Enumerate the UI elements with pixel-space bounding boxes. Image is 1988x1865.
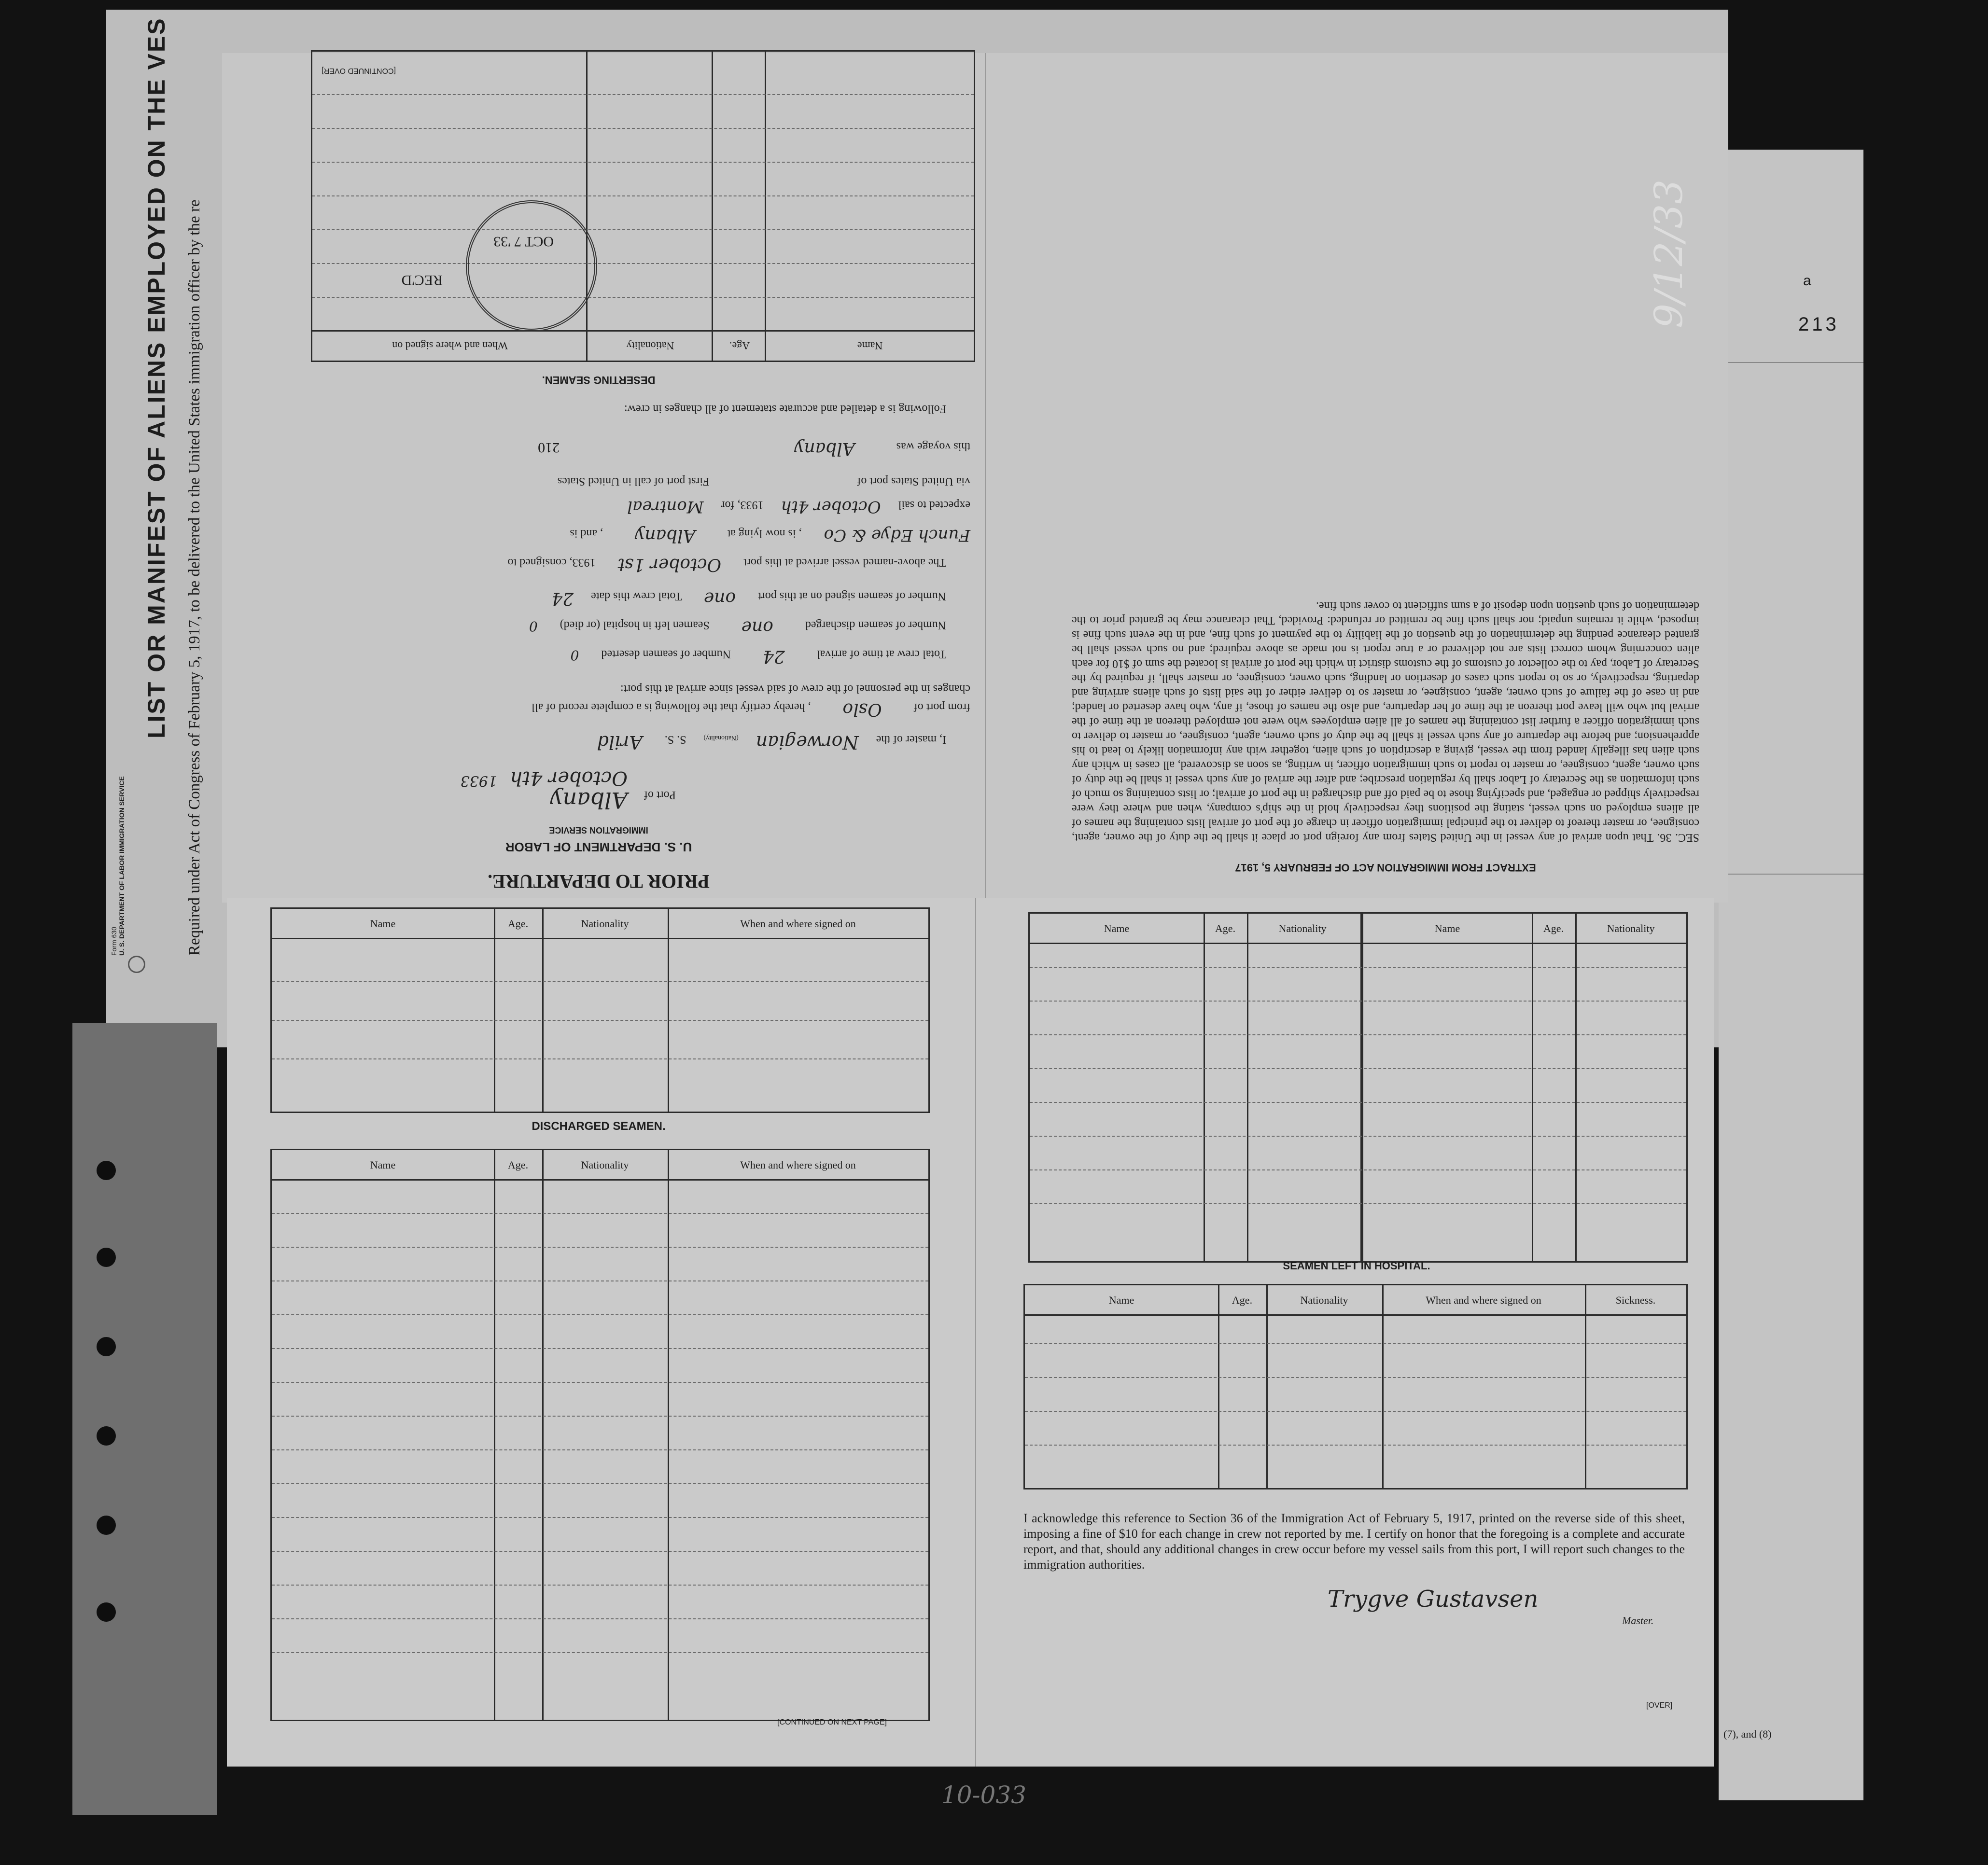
consignee-line [570,526,970,545]
discharged-row [272,1314,928,1315]
over-label: [OVER] [1646,1701,1673,1710]
deserting-row [312,263,974,264]
form-number: Form 630 [110,927,118,956]
upper-form-right-half [994,53,1719,903]
deserting-title: DESERTING SEAMEN. [542,374,656,386]
discharged-row [272,1348,928,1349]
deserting-header-name: Name [857,340,883,352]
total-crew-value: 24 [551,588,574,608]
lying-value: Albany [635,526,696,545]
punch-hole [97,1248,116,1267]
hospital-header-age: Age. [1232,1294,1253,1306]
hospital-divider [1585,1285,1586,1488]
changes-statement: Following is a detailed and accurate statement of all changes in crew: [624,403,946,415]
from-port-label: from port of [913,701,970,713]
sheet-bottom-note: (7), and (8) [1723,1728,1772,1740]
manifest-title: LIST OR MANIFEST OF ALIENS EMPLOYED ON THE VES [143,17,170,738]
discharged-label: Number of seamen discharged [805,619,946,631]
hospital-title: SEAMEN LEFT IN HOSPITAL. [1283,1260,1430,1272]
right-header-nationality: Nationality [1278,922,1327,934]
discharged-divider [542,1150,544,1720]
via-port-label: via United States port of [857,475,970,487]
signed-on-table-right [1028,912,1688,1263]
hospital-divider [1218,1285,1219,1488]
deserting-row [312,297,974,298]
right-header-age-2: Age. [1543,922,1564,934]
right-row [1030,967,1686,968]
right-row [1030,1102,1686,1103]
discharged-row [272,1382,928,1383]
extract-title: EXTRACT FROM IMMIGRATION ACT OF FEBRUARY 5, 1917 [1235,862,1536,874]
arrived-line [507,555,946,574]
sheet-rule-1 [1719,362,1863,363]
date-value: October 4th [510,767,628,789]
master-label: Master. [1622,1614,1654,1627]
dept-line-1: U. S. DEPARTMENT OF LABOR [505,840,692,854]
and-is-label: , and is [570,527,603,540]
sheet-letter: a [1803,273,1811,289]
punch-hole [97,1337,116,1356]
hospital-divider [1382,1285,1384,1488]
hospital-table [1023,1284,1688,1489]
discharged-table [270,1149,930,1721]
reference-number: 210 [538,440,560,456]
right-header-name-2: Name [1434,922,1460,934]
upper-form-left-half [222,53,975,903]
manifest-subtitle: Required under Act of Congress of February 5, 1917, to be delivered to the United States immigration officer by the re [186,199,203,956]
voyage-line [538,439,970,459]
certify-intro: I, master of the [876,733,946,746]
right-row [1030,1203,1686,1204]
discharged-header-age: Age. [507,1159,529,1171]
hospital-header-sickness: Sickness. [1615,1294,1656,1306]
hospital-row [1025,1445,1686,1446]
voyage-value: Albany [794,439,855,459]
discharged-row [272,1416,928,1417]
punch-hole [97,1426,116,1446]
discharged-row [272,1280,928,1281]
deserting-divider [586,52,588,361]
expected-line [627,497,970,516]
signed-on-divider [542,909,544,1112]
lying-label: , is now lying at [727,527,802,540]
prior-to-departure: PRIOR TO DEPARTURE. [488,871,710,892]
from-port-value: Oslo [842,699,882,719]
discharged-row [272,1585,928,1586]
discharged-header-signed-on: When and where signed on [740,1159,856,1171]
right-header-age: Age. [1215,922,1236,934]
deserting-table [311,50,975,362]
voyage-label: this voyage was [896,440,970,453]
extract-text: SEC. 36. That upon arrival of any vessel in the United States from any foreign port or place it shall be the duty of the owner, agent, consignee, or master thereof to deliver to the principal immigration officer in charge of the port of arrival lists containing the names of all aliens employed on such vessel, stating the positions they respectively hold in the ship's company, when and where they were respectively shipped or engaged, and specifying those to be paid off and discharged in the port of arrival; or lists containing so much of such information as the Secretary of Labor shall by regulation prescribe; and after the arrival of any such vessel it shall be the duty of such owner, agent, consignee, or master to report to such immigration officer, in writing, as soon as discovered, all cases in which any such alien has illegally landed from the vessel, giving a description of such alien, together with any information likely to lead to his apprehension; and before the departure of any such vessel it shall be the duty of such owner, agent, consignee, or master to deliver to such immigration officer a further list containing the names of all alien employees who were not employed thereon at the time of the arrival but who will leave port thereon at the time of her departure, and also the names of those, if any, who have deserted or landed; and in case of the failure of such owner, agent, consignee, or master so to deliver either of the said lists of such aliens arriving and departing, respectively, or so to report such cases of desertion or landing, such owner, consignee, or master shall, if required by the Secretary of Labor, pay to the collector of customs of the customs district in which the port of arrival is located the sum of $10 for each alien concerning whom correct lists are not delivered or a true report is not made as above required; and no such vessel shall be granted clearance pending the determination of the question of the liability to the payment of such fine, and in the event such fine is imposed, while it remains unpaid; nor shall such fine be remitted or refunded: Provided, That clearance may be granted prior to the determination of such question upon deposit of a sum sufficient to cover such fine. [1072,599,1699,844]
continued-over: [CONTINUED OVER] [322,67,396,75]
hospital-header-signed-on: When and where signed on [1426,1294,1541,1306]
right-divider [1360,914,1363,1261]
signed-on-header-nationality: Nationality [581,918,629,930]
deserting-divider [765,52,766,361]
deserting-row [312,229,974,230]
certify-line-1 [597,732,946,753]
punch-hole [97,1602,116,1622]
signed-on-header-signed-on: When and where signed on [740,918,856,930]
right-divider [1575,914,1577,1261]
port-label: Port of [644,789,676,801]
right-divider [1247,914,1248,1261]
ss-label: S. S. [664,733,686,746]
total-crew-label: Total crew this date [591,590,682,602]
bottom-scrawl: 10-033 [941,1781,1026,1809]
discharged-line [529,617,946,637]
signed-on-divider [494,909,495,1112]
received-stamp-label: REC'D [401,272,443,288]
discharged-row [272,1618,928,1619]
certify-line-2 [532,699,970,719]
upper-form-fold [985,53,986,903]
lower-form [227,898,1714,1767]
hospital-divider [1266,1285,1268,1488]
deserting-row [312,128,974,129]
signed-on-row [272,981,928,982]
expected-value: October 4th [781,497,881,516]
arrived-year: 1933, consigned to [507,556,596,569]
continued-next-page: [CONTINUED ON NEXT PAGE] [777,1718,887,1726]
right-header-nationality-2: Nationality [1607,922,1655,934]
arrived-label: The above-named vessel arrived at this port [743,556,946,569]
year-value: 1933 [460,772,497,789]
discharged-divider [668,1150,669,1720]
right-row [1030,1034,1686,1035]
discharged-value: one [741,617,773,637]
punch-circle [128,956,145,973]
signed-on-row [272,1058,928,1059]
hospital-row [1025,1343,1686,1344]
right-row [1030,1136,1686,1137]
arrived-value: October 1st [617,555,722,574]
discharged-row [272,1449,928,1450]
deserting-row [312,195,974,196]
expected-label: expected to sail [898,499,970,511]
deserting-header-signed-on: When and where signed on [392,340,508,352]
upper-form [222,53,1728,903]
expected-dest: Montreal [627,497,704,516]
deserting-header-nationality: Nationality [626,340,674,352]
discharged-row [272,1247,928,1248]
discharged-divider [494,1150,495,1720]
discharged-row [272,1652,928,1653]
hospital-value: 0 [529,618,538,634]
master-signature: Trygve Gustavsen [1328,1586,1539,1613]
lower-form-fold [975,898,976,1767]
total-arrival-line [571,646,946,666]
deserted-value: 0 [570,647,579,663]
signed-on-value: one [703,588,736,608]
discharged-row [272,1517,928,1518]
deserting-divider [712,52,713,361]
received-stamp-date: OCT 7 '33 [493,234,554,250]
acknowledgement-text: I acknowledge this reference to Section 36 of the Immigration Act of February 5, 1917, printed on the reverse side of this sheet, imposing a fine of $10 for each change in crew not reported by me. I certify on honor that the foregoing is a complete and accurate report, and that, should any additional changes in crew occur before my vessel sails from this port, I will report such changes to the immigration authorities. [1023,1511,1685,1572]
consignee-value: Funch Edye & Co [824,526,970,545]
deserting-row [312,162,974,163]
received-stamp [466,200,597,332]
discharged-header-nationality: Nationality [581,1159,629,1171]
right-row [1030,1001,1686,1002]
total-arrival-label: Total crew at time of arrival [816,648,946,660]
dept-line-2: IMMIGRATION SERVICE [549,825,648,835]
certify-line-3: changes in the personnel of the crew of said vessel since arrival at this port: [620,682,970,695]
signed-on-table [270,907,930,1113]
dept-stamp: U. S. DEPARTMENT OF LABOR IMMIGRATION SERVICE [118,776,126,956]
deserting-row [312,94,974,95]
right-row [1030,1169,1686,1170]
first-port-label: First port of call in United States [557,475,710,487]
port-value: Albany [550,787,628,813]
hospital-label: Seamen left in hospital (or died) [560,619,710,631]
hospital-row [1025,1411,1686,1412]
deserting-header-age: Age. [729,340,750,352]
right-divider [1532,914,1533,1261]
ship-name: Arild [597,732,643,753]
discharged-row [272,1213,928,1214]
hospital-row [1025,1377,1686,1378]
certify-text-2: , hereby certify that the following is a complete record of all [532,701,811,713]
right-sheet [1719,150,1863,1800]
signed-on-line [551,588,946,608]
signed-on-header-name: Name [370,918,396,930]
signed-on-divider [668,909,669,1112]
expected-year: 1933, for [721,499,764,511]
via-port-line [558,474,970,487]
punch-hole [97,1516,116,1535]
binder-strip [72,1023,217,1815]
hospital-header-nationality: Nationality [1300,1294,1348,1306]
signed-on-header-age: Age. [507,918,529,930]
discharged-header-name: Name [370,1159,396,1171]
sheet-rule-2 [1719,874,1863,875]
punch-hole [97,1161,116,1180]
discharged-row [272,1483,928,1484]
hospital-header-name: Name [1108,1294,1134,1306]
signed-on-label: Number of seamen signed on at this port [758,590,946,602]
nationality-label: (Nationality) [703,734,739,741]
discharged-row [272,1551,928,1552]
total-arrival-value: 24 [762,646,785,666]
margin-note: 9/12/33 [1646,179,1691,328]
discharged-title: DISCHARGED SEAMEN. [532,1120,666,1133]
right-divider [1204,914,1205,1261]
sheet-number: 213 [1798,314,1839,335]
right-row [1030,1068,1686,1069]
deserted-label: Number of seamen deserted [601,648,731,660]
signed-on-row [272,1020,928,1021]
right-header-name: Name [1104,922,1130,934]
master-name: Norwegian [756,732,859,753]
